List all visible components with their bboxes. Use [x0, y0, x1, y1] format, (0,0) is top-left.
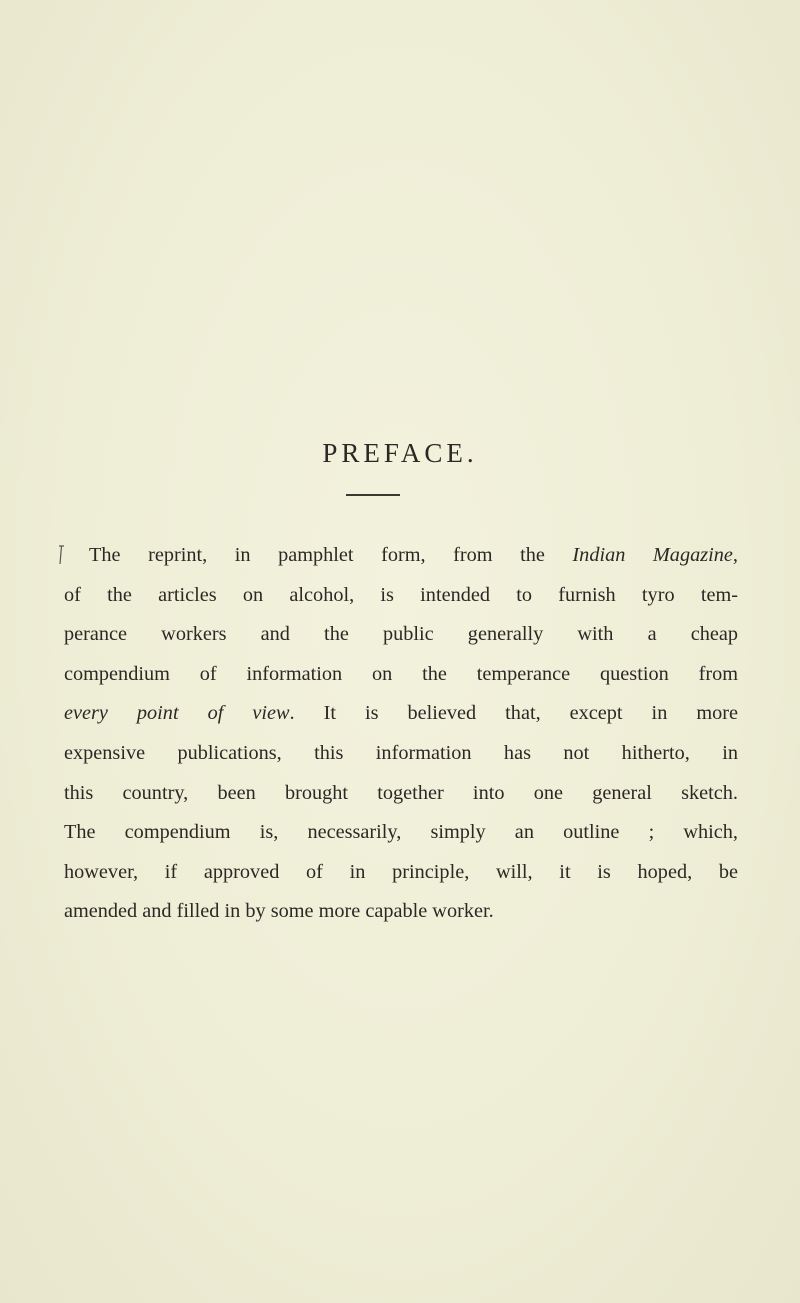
title-rule	[346, 494, 400, 496]
paragraph-line-5: every point of view. It is believed that, except in more	[64, 702, 738, 725]
paragraph-line-9: however, if approved of in principle, will, it is hoped, be	[64, 860, 738, 883]
paragraph-line-8: The compendium is, necessarily, simply an outline ; which,	[64, 821, 738, 844]
paragraph-line-3: perance workers and the public generally with a cheap	[64, 623, 738, 646]
emphasis-phrase: every point of view	[64, 702, 290, 725]
paragraph-line-6: expensive publications, this information has not hitherto, in	[64, 741, 738, 764]
paragraph-line-2: of the articles on alcohol, is intended to furnish tyro tem-	[64, 583, 738, 606]
paragraph-line-10: amended and filled in by some more capable worker.	[64, 900, 494, 923]
page-title: PREFACE.	[322, 438, 478, 468]
paragraph-line-1: The reprint, in pamphlet form, from the Indian Magazine,	[89, 544, 738, 566]
magazine-title: Indian Magazine	[572, 544, 733, 566]
paragraph-line-7: this country, been brought together into one general sketch.	[64, 781, 738, 804]
preface-paragraph	[64, 536, 738, 932]
paragraph-line-4: compendium of information on the temperance question from	[64, 662, 738, 685]
